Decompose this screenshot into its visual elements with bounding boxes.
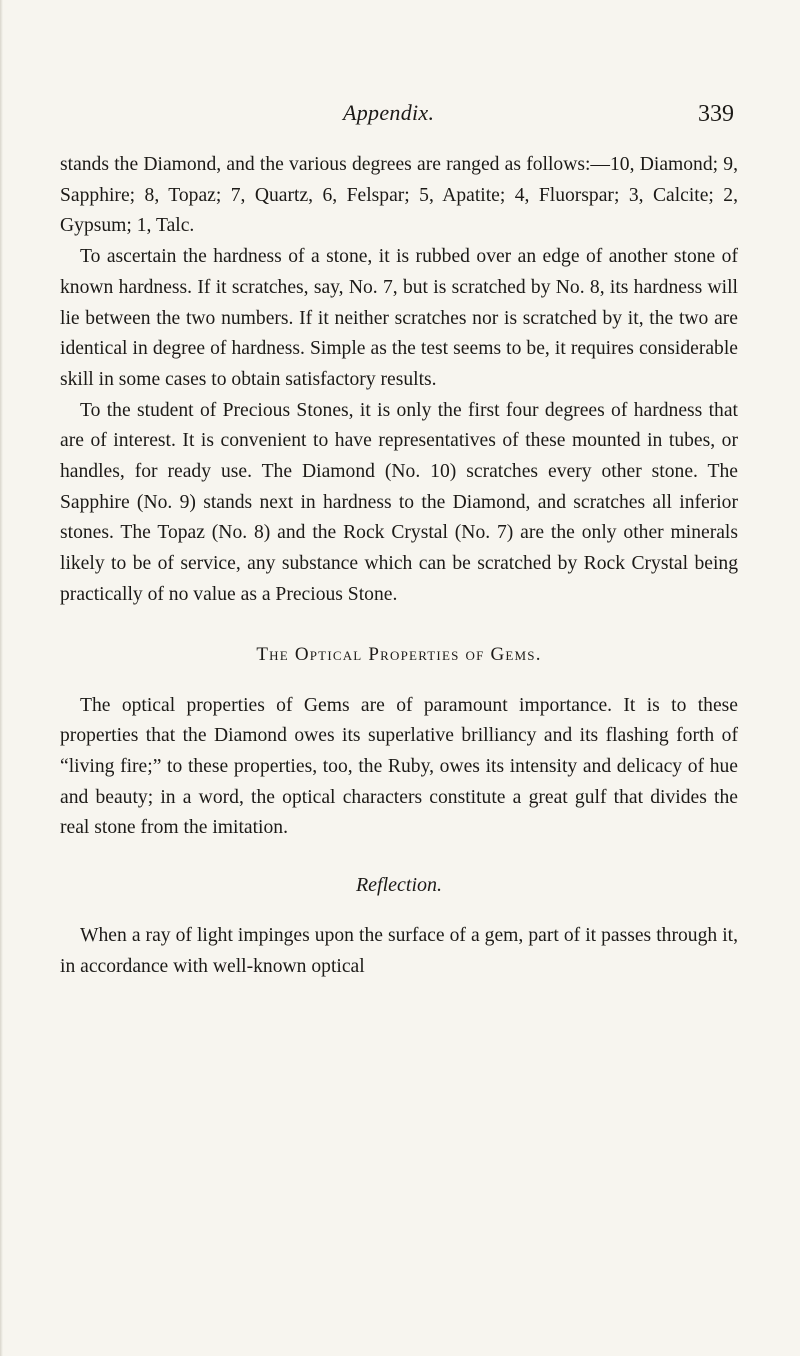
page-edge	[0, 0, 3, 1356]
paragraph-hardness-degrees: To the student of Precious Stones, it is only the first four degrees of hardness that are of interest. It is convenient to have representatives of these mounted in tubes, or handles, for ready use. The Diamond (No. 10) scratches every other stone. The Sapphire (No. 9) stands next in hardness to the Diamond, and scratches all inferior stones. The Topaz (No. 8) and the Rock Crystal (No. 7) are the only other minerals likely to be of service, any substance which can be scratched by Rock Crystal being practically of no value as a Precious Stone.	[60, 399, 738, 605]
text-block	[60, 150, 738, 982]
running-head: Appendix.	[343, 100, 435, 125]
page-number: 339	[698, 101, 734, 127]
paragraph-reflection: When a ray of light impinges upon the surface of a gem, part of it passes through it, in accordance with well-known optical	[60, 925, 738, 977]
sub-heading-reflection: Reflection.	[355, 874, 443, 897]
paragraph-hardness-scale: stands the Diamond, and the various degrees are ranged as follows:—10, Diamond; 9, Sapphire; 8, Topaz; 7, Quartz, 6, Felspar; 5, Apatite; 4, Fluorspar; 3, Calcite; 2, Gypsum; 1, Talc.	[60, 154, 738, 237]
section-heading: The Optical Properties of Gems.	[256, 643, 542, 665]
paragraph-optical-properties: The optical properties of Gems are of paramount importance. It is to these properties that the Diamond owes its superlative brilliancy and its flashing forth of “living fire;” to these properties, too, the Ruby, owes its intensity and delicacy of hue and beauty; in a word, the optical characters constitute a great gulf that divides the real stone from the imitation.	[60, 694, 738, 839]
paragraph-hardness-test: To ascertain the hardness of a stone, it is rubbed over an edge of another stone of known hardness. If it scratches, say, No. 7, but is scratched by No. 8, its hardness will lie between the two numbers. If it neither scratches nor is scratched by it, the two are identical in degree of hardness. Simple as the test seems to be, it requires considerable skill in some cases to obtain satisfactory results.	[60, 246, 738, 390]
